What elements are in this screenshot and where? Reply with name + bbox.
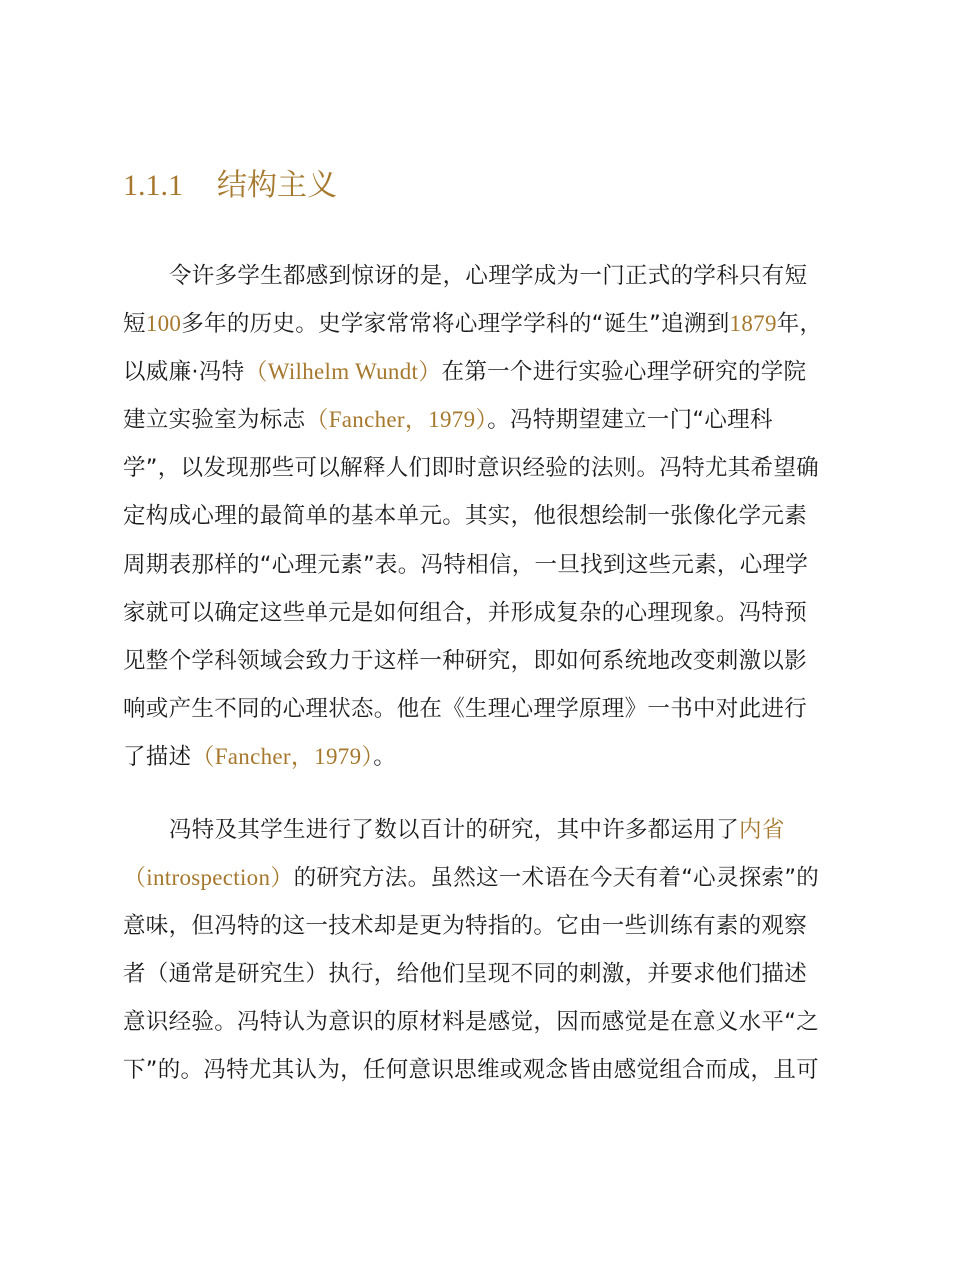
paragraph-introspection <box>123 806 863 1095</box>
text-line: 见整个学科领域会致力于这样一种研究，即如何系统地改变刺激以影 <box>123 647 808 674</box>
text-line: 令许多学生都感到惊讶的是，心理学成为一门正式的学科只有短 <box>169 263 808 289</box>
text-line: 短100多年的历史。史学家常常将心理学学科的“诞生”追溯到1879年， <box>123 311 823 338</box>
term-highlight: 内省 <box>739 817 785 843</box>
text-line: 学”，以发现那些可以解释人们即时意识经验的法则。冯特尤其希望确 <box>123 455 819 482</box>
text-line: 了描述（Fancher，1979）。 <box>123 743 396 770</box>
text-line: （introspection）的研究方法。虽然这一术语在今天有着“心灵探索”的 <box>123 865 820 892</box>
section-title: 结构主义 <box>217 168 337 203</box>
citation: （Fancher，1979） <box>191 743 374 769</box>
section-heading <box>123 160 337 204</box>
year-highlight: 1879 <box>729 311 777 337</box>
year-count-highlight: 100 <box>145 311 182 337</box>
term-english: （introspection） <box>123 865 294 891</box>
text-line: 定构成心理的最简单的基本单元。其实，他很想绘制一张像化学元素 <box>123 503 808 530</box>
text-line: 者（通常是研究生）执行，给他们呈现不同的刺激，并要求他们描述 <box>123 961 808 988</box>
text-line: 以威廉·冯特（Wilhelm Wundt）在第一个进行实验心理学研究的学院 <box>123 359 807 386</box>
text-line: 响或产生不同的心理状态。他在《生理心理学原理》一书中对此进行 <box>123 695 808 722</box>
citation: （Fancher，1979） <box>305 407 488 433</box>
text-line: 意识经验。冯特认为意识的原材料是感觉，因而感觉是在意义水平“之 <box>123 1009 819 1036</box>
paragraph-structuralism-intro <box>123 252 863 781</box>
text-line: 下”的。冯特尤其认为，任何意识思维或观念皆由感觉组合而成，且可 <box>123 1057 819 1084</box>
text-line: 意味，但冯特的这一技术却是更为特指的。它由一些训练有素的观察 <box>123 913 808 940</box>
name-highlight: （Wilhelm Wundt） <box>244 359 442 385</box>
text-line: 冯特及其学生进行了数以百计的研究，其中许多都运用了内省 <box>169 817 785 843</box>
text-line: 家就可以确定这些单元是如何组合，并形成复杂的心理现象。冯特预 <box>123 599 808 626</box>
text-line: 周期表那样的“心理元素”表。冯特相信，一旦找到这些元素，心理学 <box>123 551 809 578</box>
text-line: 建立实验室为标志（Fancher，1979）。冯特期望建立一门“心理科 <box>123 407 773 434</box>
section-number: 1.1.1 <box>123 169 183 202</box>
